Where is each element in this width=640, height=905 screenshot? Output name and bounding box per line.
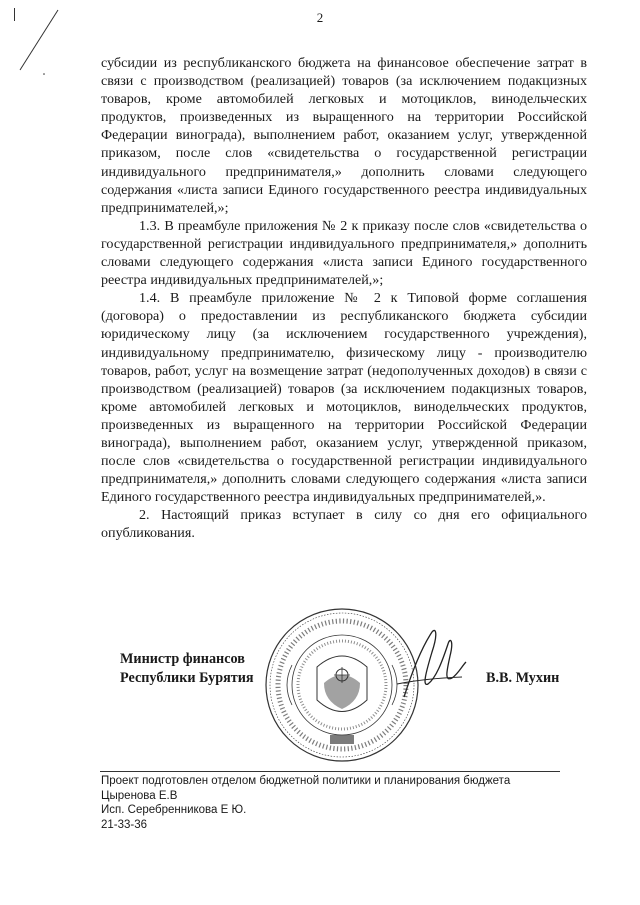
signer-title [120,650,254,688]
footer-executor: Исп. Серебренникова Е Ю. [101,804,247,816]
signer-title-line-1: Министр финансов [120,651,245,667]
footer-author: Цыренова Е.В [101,789,178,802]
signer-title-line-2: Республики Бурятия [120,670,254,686]
paragraph-2: 2. Настоящий приказ вступает в силу со дня его официального опубликования. [101,507,587,542]
footer-prepared-by: Проект подготовлен отделом бюджетной политики и планирования бюджета [101,775,511,787]
signature-block [0,600,640,770]
paragraph-1-3: 1.3. В преамбуле приложения № 2 к приказу после слов «свидетельства о государственной регистрации индивидуального предпринимателя,» дополнить словами следующего содержания «листа записи Единого государственного реестра индивидуальных предпринимателей,»; [101,217,587,289]
footer-notes [101,774,510,832]
page-number: 2 [316,10,324,25]
footer-divider [100,771,560,772]
paragraph-continuation: субсидии из республиканского бюджета на финансовое обеспечение затрат в связи с производством (реализацией) товаров (за исключением подакцизных товаров, кроме автомобилей легковых и мотоциклов, винодельческих продуктов, произведенных из выращенного на территории Российской Федерации винограда), выполнением работ, оказанием услуг, утвержденной приказом, после слов «свидетельства о государственной регистрации индивидуального предпринимателя,» дополнить словами следующего содержания «листа записи Единого государственного реестра индивидуальных предпринимателей,»; [101,55,587,216]
footer-phone: 21-33-36 [101,818,148,831]
body-text [101,54,587,543]
signer-name: В.В. Мухин [486,670,560,686]
paragraph-1-4: 1.4. В преамбуле приложение № 2 к Типовой форме соглашения (договора) о предоставлении из республиканского бюджета субсидии юридическому лицу (за исключением государственного учреждения), индивидуальному предпринимателю, физическому лицу - производителю товаров, работ, услуг на возмещение затрат (недополученных доходов) в связи с производством (реализацией) товаров (за исключением подакцизных товаров, кроме автомобилей легковых и мотоциклов, винодельческих продуктов, произведенных из выращенного на территории Российской Федерации винограда), выполнением работ, оказанием услуг, утвержденной приказом, после слов «свидетельства о государственной регистрации индивидуального предпринимателя,» дополнить словами следующего содержания «листа записи Единого государственного реестра индивидуальных предпринимателей,». [101,290,587,506]
handwritten-signature [392,622,472,712]
